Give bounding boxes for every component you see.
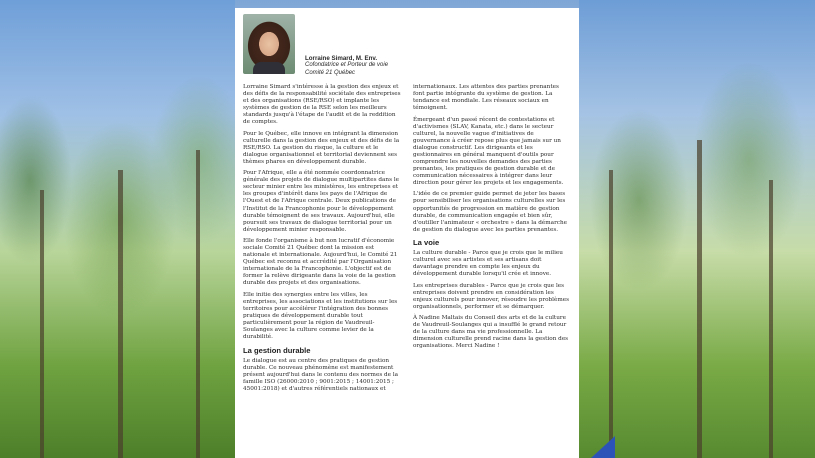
paragraph: Les entreprises durables - Parce que je crois que les entreprises doivent prendre en considération les enjeux culturels pour innover, résoudre les problèmes organisationnels, performer et se démarquer.	[413, 282, 570, 310]
author-portrait	[243, 14, 295, 74]
paragraph: Pour le Québec, elle innove en intégrant la dimension culturelle dans la gestion des enjeux et des défis de la RSE/RSO. La gestion du risque, la culture et le dialogue organisationnel et territorial deviennent ses thèmes phares en développement durable.	[243, 130, 400, 165]
author-role: Cofondatrice et Porteur de voie	[305, 62, 389, 69]
author-organization: Comité 21 Québec	[305, 69, 356, 76]
paragraph: La culture durable - Parce que je crois que le milieu culturel avec ses artistes et ses artisans doit davantage prendre en compte les enjeux du développement durable lorsqu'il crée et innove.	[413, 250, 563, 278]
paragraph: Elle initie des synergies entre les villes, les entreprises, les associations et les institutions sur les territoires pour accélérer l'intégration des bonnes pratiques de développement durable tout particulièrement pour la région de Vaudreuil-Soulanges avec la culture comme levier de la durabilité.	[243, 291, 398, 341]
background-forest-left	[0, 0, 235, 458]
author-header	[243, 14, 571, 80]
paragraph: internationaux. Les attentes des parties prenantes font partie intégrante du système de gestion. La tendance est mondiale. Les réseaux sociaux en témoignent.	[413, 84, 559, 112]
paragraph: Elle fonde l'organisme à but non lucratif d'économie sociale Comité 21 Québec dont la mission est nationale et internationale. Aujourd'hui, le Comité 21 Québec est reconnu et accrédité par l'Organisation internationale de la Francophonie. L'objectif est de former la relève dirigeante dans la voie de la gestion durable des projets et des organisations.	[243, 238, 398, 287]
background-forest-right	[579, 0, 815, 458]
section-heading-la-voie: La voie	[413, 238, 440, 248]
paragraph: À Nadine Maltais du Conseil des arts et de la culture de Vaudreuil-Soulanges qui a insufflé le grand retour de la culture dans ma vie professionnelle. La dimension culturelle prend racine dans la gestion des organisations. Merci Nadine !	[413, 315, 569, 350]
paragraph: Pour l'Afrique, elle a été nommée coordonnatrice générale des projets de dialogue multipartites dans le secteur minier entre les ministères, les entreprises et les groupes d'intérêt dans les pays de l'Afrique de l'Ouest et de l'Afrique centrale. Deux publications de l'Institut de la Francophonie pour le développement durable témoignent de ses travaux. Aujourd'hui, elle poursuit ses travaux de dialogue territorial pour un développement minier responsable.	[243, 170, 400, 233]
corner-accent	[591, 436, 615, 458]
author-info	[305, 55, 388, 77]
paragraph: Le dialogue est au centre des pratiques de gestion durable. Ce nouveau phénomène est manifestement présent aujourd'hui dans le contenu des normes de la famille ISO (26000:2010 ; 9001:2015 ; 14001:2015 ; 45001:2018) et d'autres référentiels nationaux et	[243, 357, 399, 392]
article-page	[235, 8, 579, 458]
paragraph: Lorraine Simard s'intéresse à la gestion des enjeux et des défis de la responsabilité sociétale des entreprises et des organisations (RSE/RSO) et implante les systèmes de gestion de la RSE selon les meilleurs standards jusqu'à l'étape de l'audit et de la reddition de comptes.	[243, 84, 401, 126]
right-column	[413, 84, 571, 397]
left-column	[243, 84, 401, 397]
paragraph: L'idée de ce premier guide permet de jeter les bases pour sensibiliser les organisations culturelles sur les opportunités de progression en matière de gestion durable, de communication engagée et bien sûr, d'outiller l'animateur « orchestre » dans la démarche de gestion du dialogue avec les parties prenantes.	[413, 191, 567, 233]
author-name: Lorraine Simard, M. Env.	[305, 55, 378, 62]
section-heading-gestion-durable: La gestion durable	[243, 345, 311, 355]
article-body	[243, 84, 571, 397]
paragraph: Émergeant d'un passé récent de contestations et d'activismes (SLAV, Kanata, etc.) dans le secteur culturel, la nouvelle vague d'initiatives de gouvernance à créer repose plus que jamais sur un dialogue constructif. Les dirigeants et les gestionnaires en général manquent d'outils pour comprendre les nouvelles demandes des parties prenantes, les pratiques de gestion durable et de communication nécessaires à intégrer dans leur direction pour gérer les projets et les engagements.	[413, 116, 564, 186]
